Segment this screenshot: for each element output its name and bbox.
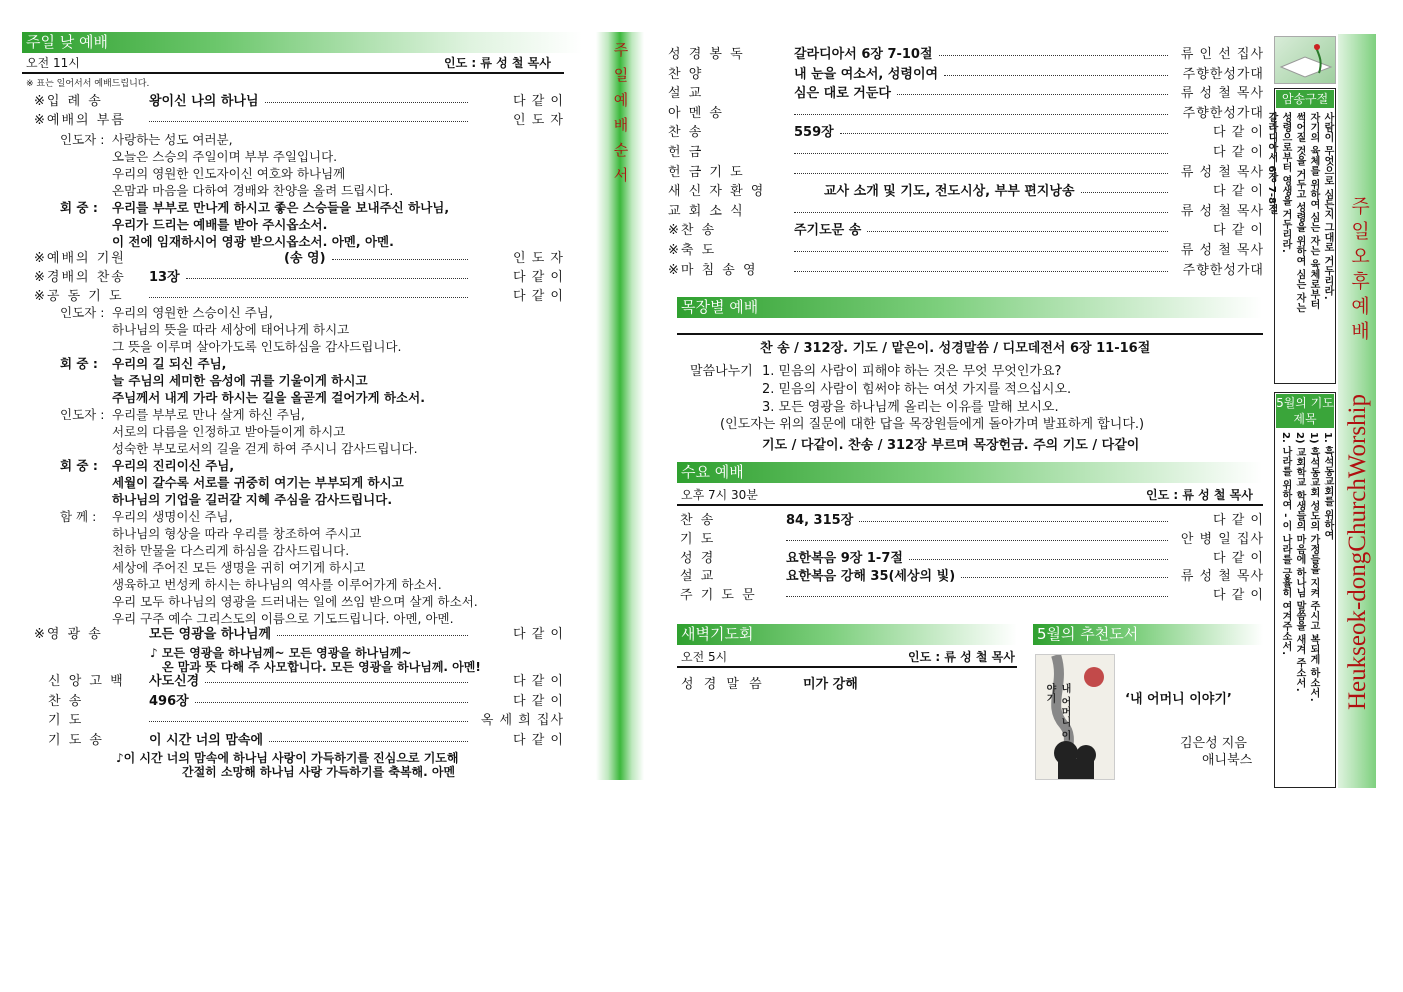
order-person: 주향한성가대 [1182,105,1264,121]
order-label: ※마 침 송 영 [668,262,758,278]
order-label: 기 도 [680,531,716,547]
right-band-english: Heukseok-dongChurchWorship [1344,394,1371,710]
responsive-speaker: 인도자 : [60,305,105,320]
order-label: ※축 도 [668,243,717,258]
leader-dots [269,741,468,742]
leader-dots [149,721,468,722]
leader-dots [332,259,468,260]
order-row [668,144,1264,162]
order-content: 13장 [149,270,180,285]
order-person: 다 같 이 [513,693,564,709]
responsive-line: 우리를 부부로 만나 살게 하신 주님, [112,407,305,422]
leader-dots [794,251,1168,252]
standing-note: ※ 표는 일어서서 예배드립니다. [26,79,150,89]
responsive-line: 늘 주님의 세미한 음성에 귀를 기울이게 하시고 [112,373,368,388]
leader-dots [794,173,1168,174]
prayer-song-2: 간절히 소망해 하나님 사랑 가득하기를 축복해. 아멘 [182,765,456,779]
responsive-line: 우리의 영원한 스승이신 주님, [112,305,273,320]
order-row [34,269,564,287]
order-person: 류 성 철 목사 [1180,243,1264,258]
order-person: 다 같 이 [513,289,564,304]
order-person: 류 인 선 집사 [1180,47,1264,62]
leader-dots [961,577,1168,578]
order-person: 다 같 이 [513,627,564,642]
book-cover [1035,654,1115,780]
order-row [34,288,564,306]
leader-dots [939,55,1168,56]
cell-header: 목장별 예배 [677,297,1262,318]
responsive-line: 하나님의 기업을 길러갈 지혜 주심을 감사드립니다. [112,492,393,507]
pray-title: 5월의 기도제목 [1276,396,1334,426]
order-content: 교사 소개 및 기도, 전도시상, 부부 편지낭송 [824,184,1075,200]
order-row [668,203,1264,221]
responsive-line: 생육하고 번성케 하시는 하나님의 역사를 이루어가게 하소서. [112,577,442,592]
responsive-line: 서로의 다름을 인정하고 받아들이게 하시고 [112,424,346,439]
book-header: 5월의 추천도서 [1033,624,1263,645]
divider [677,333,1263,335]
order-row [668,124,1264,142]
leader-dots [840,133,1168,134]
band-char: 배 [613,116,629,134]
order-row [34,93,564,111]
memory-line: 사람이 무엇으로 심든지 그대로 거두리라. [1322,112,1333,300]
order-person: 안 병 일 집사 [1180,531,1264,547]
responsive-line: 우리 모두 하나님의 영광을 드러내는 일에 쓰임 받으며 살게 하소서. [112,594,478,609]
pray-line: 1. 흑석동교회를 위하여 [1322,432,1333,540]
responsive-line: 이 전에 임재하시어 영광 받으시옵소서. 아멘, 아멘. [112,234,394,249]
order-content: 요한복음 강해 35(세상의 빛) [786,569,956,585]
responsive-line: 온맘과 마음을 다하여 경배와 찬양을 올려 드립시다. [112,183,394,198]
leader-dots [265,102,468,103]
order-row [48,712,564,730]
order-row [668,85,1264,103]
responsive-line: 우리가 드리는 예배를 받아 주시옵소서. [112,217,328,232]
book-author: 김은성 지음 [1180,736,1247,751]
order-row [668,66,1264,84]
leader-dots [149,121,468,122]
cell-note: (인도자는 위의 질문에 대한 답을 목장원들에게 돌아가며 발표하게 합니다.) [720,417,1145,432]
order-content: 84, 315장 [786,513,854,528]
band-char: 일 [613,66,629,84]
order-row [48,673,564,691]
responsive-line: 우리의 길 되신 주님, [112,356,227,371]
divider [22,72,564,74]
responsive-speaker: 인도자 : [60,407,105,422]
responsive-speaker: 인도자 : [60,132,105,147]
order-row [680,568,1264,586]
memory-line: 갈라디아서 6장 7-8절 [1266,112,1277,214]
pray-items [1278,432,1334,784]
responsive-line: 우리를 부부로 만나게 하시고 좋은 스승들을 보내주신 하나님, [112,200,450,215]
right-band-korean: 주일오후예배 [1348,196,1370,346]
order-content: 심은 대로 거둔다 [794,86,891,102]
order-row [680,531,1264,549]
order-label: 기 도 [48,713,84,728]
responsive-line: 그 뜻을 이루며 살아가도록 인도하심을 감사드립니다. [112,339,402,354]
order-label: ※입 례 송 [34,94,103,109]
leader-dots [897,94,1168,95]
responsive-line: 성숙한 부모로서의 길을 걷게 하여 주시니 감사드립니다. [112,441,418,456]
order-label: 찬 양 [668,66,704,82]
leader-dots [186,278,468,279]
order-row [668,262,1264,280]
wed-time: 오후 7시 30분 [681,488,758,502]
order-row [668,222,1264,240]
order-label: ※찬 송 [668,223,717,239]
leader-dots [794,114,1168,115]
responsive-line: 오늘은 스승의 주일이며 부부 주일입니다. [112,149,338,164]
order-label: 찬 송 [680,513,716,528]
order-label: 찬 송 [668,125,704,141]
leader-dots [867,231,1168,232]
divider [677,666,1017,668]
order-label: ※경배의 찬송 [34,270,126,285]
order-row [680,550,1264,568]
order-person: 류 성 철 목사 [1180,164,1264,180]
order-person: 다 같 이 [1213,125,1264,141]
order-person: 다 같 이 [1213,145,1264,160]
memory-line: 썩어질 것을 거두고 성령을 위하여 심는 자는 [1294,112,1305,313]
order-person: 다 같 이 [1213,550,1264,566]
order-person: 류 성 철 목사 [1180,86,1264,102]
responsive-line: 우리의 생명이신 주님, [112,509,233,524]
order-person: 다 같 이 [513,270,564,285]
responsive-speaker: 회 중 : [60,200,98,215]
order-label: 새 신 자 환 영 [668,184,766,200]
order-label: 헌 금 기 도 [668,164,745,180]
order-person: 인 도 자 [513,113,564,128]
leader-dots [909,559,1168,560]
order-label: ※예배의 기원 [34,251,126,266]
order-person: 다 같 이 [1213,223,1264,239]
dawn-leader: 인도 : 류 성 철 목사 [908,650,1015,664]
order-row [668,164,1264,182]
order-label: ※공 동 기 도 [34,289,124,304]
memory-line: 성령으로부터 영생을 거두리라. [1280,112,1291,253]
cell-closing: 기도 / 다같이. 찬송 / 312장 부르며 목장헌금. 주의 기도 / 다같이 [762,438,1140,453]
memory-line: 자기의 육체를 위하여 심는 자는 육체로부터 [1308,112,1319,310]
leader-dots [786,540,1168,541]
cell-order: 찬 송 / 312장. 기도 / 맡은이. 성경말씀 / 디모데전서 6장 11-16절 [760,341,1151,356]
order-label: 찬 송 [48,693,84,709]
order-label: 기 도 송 [48,732,104,748]
cell-q3: 3. 모든 영광을 하나님께 올리는 이유를 말해 보시오. [762,400,1059,415]
order-label: 성 경 봉 독 [668,47,745,62]
order-content: 559장 [794,125,834,141]
order-row [668,242,1264,260]
book-publisher: 애니북스 [1202,753,1253,768]
order-row [680,587,1264,605]
responsive-line: 하나님의 뜻을 따라 세상에 태어나게 하시고 [112,322,350,337]
leader-dots [205,682,468,683]
order-person: 인 도 자 [513,251,564,266]
responsive-line: 우리의 진리이신 주님, [112,458,235,473]
order-label: 신 앙 고 백 [48,674,125,689]
pray-line: 2. 나라를 위하여 - 이 나라를 긍휼히 여겨주소서. [1280,432,1291,656]
order-person: 다 같 이 [1213,184,1264,200]
wed-leader: 인도 : 류 성 철 목사 [1146,488,1253,502]
order-person: 다 같 이 [1213,513,1264,528]
leader-dots [1081,192,1168,193]
order-label: 설 교 [668,86,704,102]
leader-dots [944,75,1168,76]
order-person: 주향한성가대 [1182,66,1264,82]
order-label: ※예배의 부름 [34,113,126,128]
order-content: (송 영) [284,251,326,266]
order-row [34,112,564,130]
order-label: 성 경 [680,550,716,566]
order-row [34,626,564,644]
order-person: 류 성 철 목사 [1180,569,1264,585]
order-row [668,105,1264,123]
sunday-leader: 인도 : 류 성 철 목사 [444,56,551,70]
order-content: 496장 [149,693,189,709]
dawn-content: 미가 강해 [803,677,858,692]
book-name: ‘내 어머니 이야기’ [1125,692,1232,707]
leader-dots [794,271,1168,272]
sunday-time: 오전 11시 [26,56,80,70]
cell-q1: 1. 믿음의 사람이 피해야 하는 것은 무엇 무엇인가요? [762,364,1062,379]
order-person: 다 같 이 [513,674,564,689]
order-row [48,693,564,711]
order-row [668,46,1264,64]
bible-photo [1274,36,1336,84]
pray-line: 1) 흑석동교회 성도의 가정들을 지켜 주시고 복되게 하소서. [1308,432,1319,702]
leader-dots [859,521,1168,522]
order-content: 사도신경 [149,674,200,689]
leader-dots [794,153,1168,154]
responsive-line: 주님께서 내게 가라 하시는 길을 올곧게 걸어가게 하소서. [112,390,425,405]
wed-header: 수요 예배 [677,462,1262,483]
pray-line: 2) 교회학교 학생들의 마음에 하나님 말씀을 새겨 주소서. [1294,432,1305,692]
responsive-speaker: 회 중 : [60,356,98,371]
order-row [48,732,564,750]
order-content: 주기도문 송 [794,223,862,239]
cell-q2: 2. 믿음의 사람이 힘써야 하는 여섯 가지를 적으십시오. [762,382,1072,397]
band-char: 서 [613,166,629,184]
order-content: 내 눈을 여소서, 성령이여 [794,66,939,82]
responsive-speaker: 함 께 : [60,509,97,524]
responsive-line: 우리의 영원한 인도자이신 여호와 하나님께 [112,166,346,181]
glory-lyric-1: ♪ 모든 영광을 하나님께~ 모든 영광을 하나님께~ [150,646,412,660]
book-cover-title: 내 어머니 이야기 [1044,683,1070,740]
order-row [680,512,1264,530]
dawn-label: 성 경 말 씀 [681,677,765,692]
order-content: 모든 영광을 하나님께 [149,627,272,642]
order-content: 요한복음 9장 1-7절 [786,550,903,566]
leader-dots [277,635,468,636]
order-label: 아 멘 송 [668,105,724,121]
order-person: 류 성 철 목사 [1180,203,1264,219]
band-char: 주 [613,41,629,59]
dawn-time: 오전 5시 [681,650,728,664]
responsive-line: 세월이 갈수록 서로를 귀중히 여기는 부부되게 하시고 [112,475,404,490]
leader-dots [786,596,1168,597]
memory-title: 암송구절 [1276,90,1334,108]
order-row [668,183,1264,201]
band-char: 순 [613,141,629,159]
responsive-line: 하나님의 형상을 따라 우리를 창조하여 주시고 [112,526,362,541]
band-char: 예 [613,91,629,109]
memory-verses [1266,112,1334,380]
cell-share-label: 말씀나누기 [690,364,753,379]
order-label: 교 회 소 식 [668,203,745,219]
dawn-header: 새벽기도회 [677,624,1017,645]
order-person: 옥 세 희 집사 [480,713,564,728]
order-person: 다 같 이 [1213,588,1264,604]
order-content: 갈라디아서 6장 7-10절 [794,47,933,62]
order-person: 다 같 이 [513,94,564,109]
order-label: 주 기 도 문 [680,588,757,604]
order-person: 다 같 이 [513,732,564,748]
responsive-line: 사랑하는 성도 여러분, [112,132,233,147]
order-label: 설 교 [680,569,716,585]
order-content: 왕이신 나의 하나님 [149,94,259,109]
order-row [34,250,564,268]
leader-dots [195,702,468,703]
responsive-line: 천하 만물을 다스리게 하심을 감사드립니다. [112,543,350,558]
order-person: 주향한성가대 [1182,262,1264,278]
sunday-header: 주일 낮 예배 [22,32,582,53]
leader-dots [794,212,1168,213]
glory-lyric-2: 온 맘과 뜻 다해 주 사모합니다. 모든 영광을 하나님께. 아멘! [162,660,481,674]
responsive-speaker: 회 중 : [60,458,98,473]
prayer-song-1: ♪이 시간 너의 맘속에 하나님 사랑이 가득하기를 진심으로 기도해 [116,751,459,765]
leader-dots [149,297,468,298]
responsive-line: 우리 구주 예수 그리스도의 이름으로 기도드립니다. 아멘, 아멘. [112,611,454,626]
responsive-line: 세상에 주어진 모든 생명을 귀히 여기게 하시고 [112,560,366,575]
order-label: ※영 광 송 [34,627,103,642]
order-content: 이 시간 너의 맘속에 [149,732,264,748]
order-label: 헌 금 [668,145,704,160]
divider [677,504,1263,506]
